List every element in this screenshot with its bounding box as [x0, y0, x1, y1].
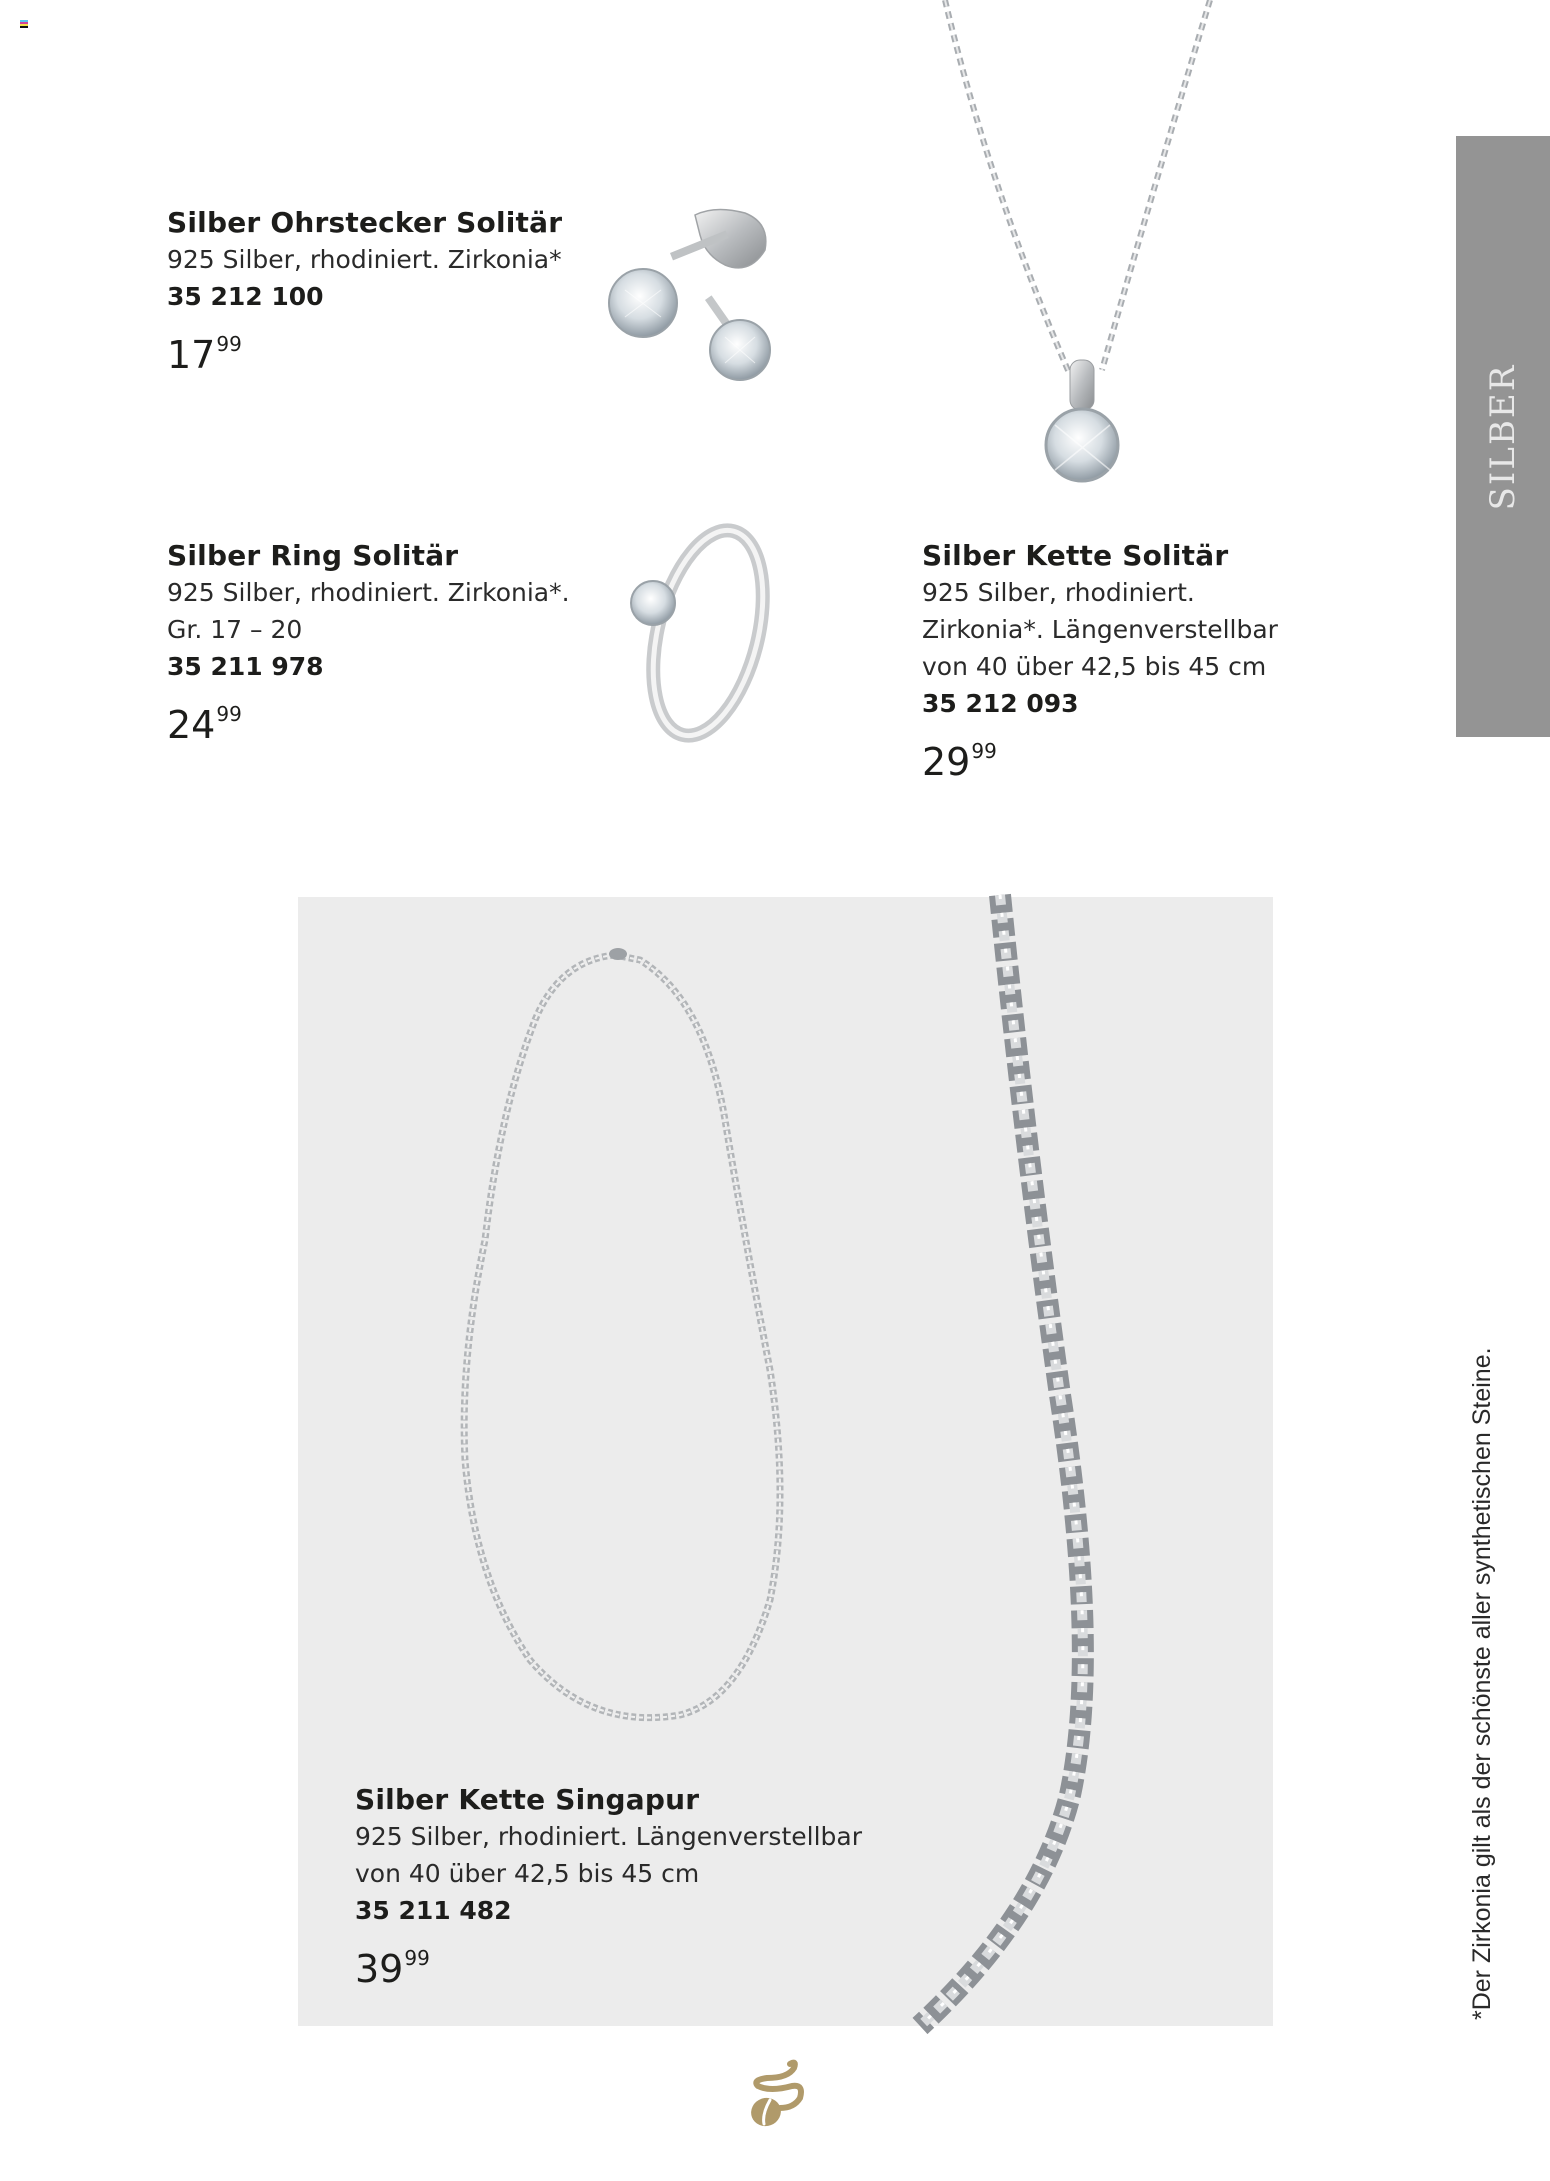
earrings-icon — [595, 195, 785, 375]
pendant-necklace-icon — [930, 0, 1230, 500]
price-cents: 99 — [216, 702, 242, 726]
singapore-chain-closeup-icon — [900, 895, 1120, 2026]
product-title: Silber Ohrstecker Solitär — [167, 206, 563, 239]
product-description: von 40 über 42,5 bis 45 cm — [922, 652, 1267, 681]
product-ring — [167, 537, 570, 748]
price-main: 29 — [922, 740, 971, 784]
footnote: *Der Zirkonia gilt als der schönste aller synthetischen Steine. — [1468, 1347, 1496, 2020]
product-title: Silber Kette Singapur — [355, 1783, 700, 1816]
product-pendant-necklace — [922, 537, 1278, 785]
price-main: 39 — [355, 1947, 404, 1991]
price-main: 24 — [167, 703, 216, 747]
article-number: 35 211 978 — [167, 652, 324, 681]
ring-icon — [620, 505, 770, 745]
product-description: 925 Silber, rhodiniert. Längenverstellbar — [355, 1822, 862, 1851]
category-side-tab — [1456, 136, 1550, 737]
category-label: SILBER — [1483, 363, 1523, 510]
price-cents: 99 — [971, 739, 997, 763]
price — [167, 321, 562, 378]
product-description: 925 Silber, rhodiniert. — [922, 578, 1195, 607]
colorbar-black — [20, 26, 28, 28]
price — [355, 1935, 862, 1992]
price-cents: 99 — [216, 332, 242, 356]
product-description: 925 Silber, rhodiniert. Zirkonia*. — [167, 578, 570, 607]
article-number: 35 211 482 — [355, 1896, 512, 1925]
product-title: Silber Ring Solitär — [167, 539, 459, 572]
price — [922, 728, 1278, 785]
product-title: Silber Kette Solitär — [922, 539, 1229, 572]
print-colorbar — [20, 20, 28, 28]
article-number: 35 212 093 — [922, 689, 1079, 718]
product-description: Zirkonia*. Längenverstellbar — [922, 615, 1278, 644]
price-cents: 99 — [404, 1946, 430, 1970]
product-earrings — [167, 204, 562, 378]
product-description: Gr. 17 – 20 — [167, 615, 303, 644]
product-singapore-chain — [355, 1781, 862, 1992]
article-number: 35 212 100 — [167, 282, 324, 311]
price-main: 17 — [167, 333, 216, 377]
product-description: von 40 über 42,5 bis 45 cm — [355, 1859, 700, 1888]
price — [167, 691, 570, 748]
product-description: 925 Silber, rhodiniert. Zirkonia* — [167, 245, 562, 274]
brand-logo-icon — [742, 2058, 808, 2130]
singapore-chain-icon — [440, 940, 800, 1740]
